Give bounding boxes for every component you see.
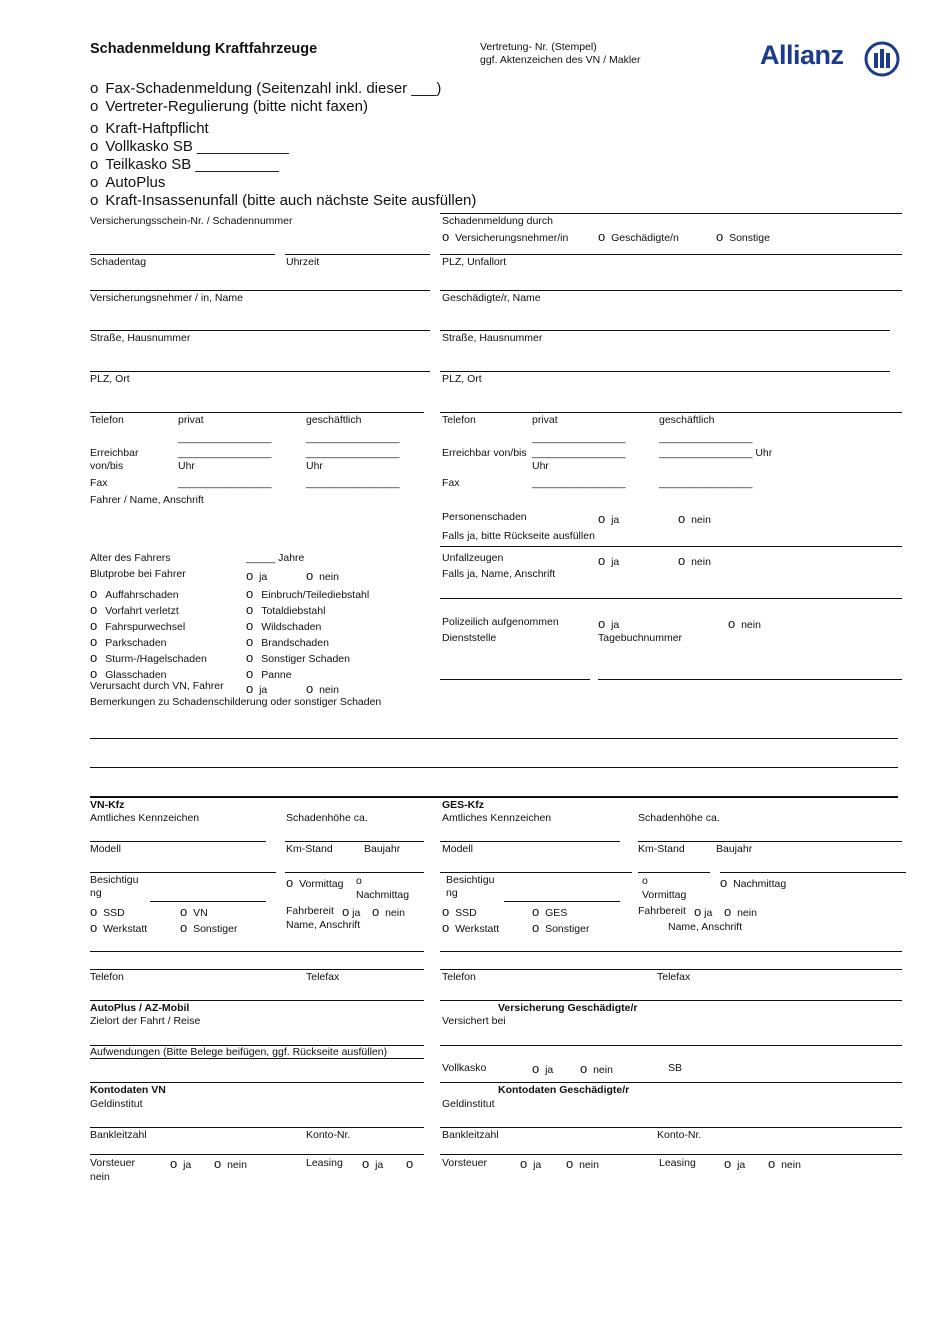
ges-morning-bullet[interactable]: o [642, 875, 648, 887]
damage-date-label: Schadentag [90, 256, 147, 268]
ges-inspection-label-2: ng [446, 887, 458, 899]
damage-type-option[interactable] [246, 618, 321, 633]
witnesses-names-label: Falls ja, Name, Anschrift [442, 568, 556, 580]
damage-type-option[interactable] [246, 586, 369, 601]
claim-type-label: Teilkasko SB __________ [105, 156, 279, 173]
checkbox-bullet[interactable]: o [90, 80, 99, 97]
vn-inspection-label-1: Besichtigu [90, 874, 139, 886]
witnesses-label: Unfallzeugen [442, 552, 504, 564]
checkbox-bullet[interactable]: o [90, 138, 99, 155]
ges-account-label: Konto-Nr. [657, 1129, 702, 1141]
witnesses-yes[interactable]: o ja [598, 553, 620, 568]
claim-type-option[interactable] [90, 192, 476, 209]
damage-type-option[interactable] [90, 586, 179, 601]
vn-phone-business-field[interactable]: ________________ [306, 432, 400, 444]
vn-fax-label: Fax [90, 477, 108, 489]
ges-reachable-private-field[interactable]: ________________ [532, 447, 626, 459]
injured-party-name-label: Geschädigte/r, Name [442, 292, 541, 304]
damage-type-label: Auffahrschaden [105, 589, 179, 601]
ges-zip-city-label: PLZ, Ort [442, 373, 482, 385]
damage-type-label: Sturm-/Hagelschaden [105, 653, 207, 665]
vn-ssd-option[interactable]: o SSD [90, 904, 125, 919]
ges-phone-label: Telefon [442, 414, 476, 426]
damage-type-label: Sonstiger Schaden [261, 653, 350, 665]
ges-leasing-yes[interactable]: o ja [724, 1156, 746, 1171]
vn-vehicle-title: VN-Kfz [90, 799, 125, 811]
claim-type-label: Vertreter-Regulierung (bitte nicht faxen) [105, 98, 368, 115]
ges-workshop-option[interactable]: o Werkstatt [442, 920, 500, 935]
police-label: Polizeilich aufgenommen [442, 616, 559, 628]
damage-type-option[interactable] [246, 634, 329, 649]
vn-inspection-label-2: ng [90, 887, 102, 899]
checkbox-bullet[interactable]: o [90, 634, 98, 649]
claim-type-option[interactable] [90, 138, 289, 155]
policyholder-name-label: Versicherungsnehmer / in, Name [90, 292, 243, 304]
checkbox-bullet[interactable]: o [90, 666, 98, 681]
vn-vat-label: Vorsteuer [90, 1157, 135, 1169]
ges-reachable-label: Erreichbar von/bis [442, 447, 527, 459]
damage-type-option[interactable] [90, 634, 167, 649]
vn-leasing-no-label: nein [90, 1171, 110, 1183]
damage-type-label: Einbruch/Teilediebstahl [261, 589, 370, 601]
agency-label-1: Vertretung- Nr. (Stempel) [480, 41, 597, 53]
police-station-label: Dienststelle [442, 632, 497, 644]
damage-type-label: Wildschaden [261, 621, 322, 633]
vn-vat-yes[interactable]: o ja [170, 1156, 192, 1171]
ges-vehicle-title: GES-Kfz [442, 799, 484, 811]
vn-year-label: Baujahr [364, 843, 401, 855]
comprehensive-no[interactable]: o nein [580, 1061, 613, 1076]
report-by-label: Schadenmeldung durch [442, 215, 553, 227]
vn-phone-label: Telefon [90, 414, 124, 426]
accident-location-label: PLZ, Unfallort [442, 256, 507, 268]
claim-type-label: Kraft-Haftpflicht [105, 120, 209, 137]
checkbox-bullet[interactable]: o [90, 602, 98, 617]
damage-type-label: Vorfahrt verletzt [105, 605, 179, 617]
ges-vehicle-phone-label: Telefon [442, 971, 476, 983]
vn-vat-no[interactable]: o nein [214, 1156, 247, 1171]
vn-leasing-no-bullet[interactable]: o [406, 1156, 414, 1171]
vn-phone-private-field[interactable]: ________________ [178, 432, 272, 444]
ges-phone-business-field[interactable]: ________________ [659, 432, 753, 444]
insured-with-label: Versichert bei [442, 1015, 506, 1027]
ges-bank-title: Kontodaten Geschädigte/r [498, 1084, 630, 1096]
checkbox-bullet[interactable]: o [90, 174, 99, 191]
checkbox-bullet[interactable]: o [246, 586, 254, 601]
police-journal-label: Tagebuchnummer [598, 632, 683, 644]
vn-plate-label: Amtliches Kennzeichen [90, 812, 200, 824]
ges-uhr-label: Uhr [532, 460, 549, 472]
ges-street-label: Straße, Hausnummer [442, 332, 543, 344]
witnesses-no[interactable]: o nein [678, 553, 711, 568]
vn-fax-private-field[interactable]: ________________ [178, 477, 272, 489]
damage-type-option[interactable] [90, 666, 167, 681]
ges-leasing-no[interactable]: o nein [768, 1156, 801, 1171]
vn-vn-option[interactable]: o VN [180, 904, 208, 919]
police-no[interactable]: o nein [728, 616, 761, 631]
claim-type-label: Kraft-Insassenunfall (bitte auch nächste Seite ausfüllen) [105, 192, 477, 209]
ges-morning-label: Vormittag [642, 889, 687, 901]
vn-name-address-label: Name, Anschrift [286, 919, 361, 931]
ges-bank-code-label: Bankleitzahl [442, 1129, 499, 1141]
vn-account-label: Konto-Nr. [306, 1129, 351, 1141]
claim-type-option[interactable] [90, 120, 209, 137]
vn-reachable-business-field[interactable]: ________________ [306, 447, 400, 459]
vn-other-option[interactable]: o Sonstiger [180, 920, 238, 935]
ges-inspection-label-1: Besichtigu [446, 874, 495, 886]
policy-number-label: Versicherungsschein-Nr. / Schadennummer [90, 215, 293, 227]
ges-damage-amount-label: Schadenhöhe ca. [638, 812, 720, 824]
damage-type-label: Panne [261, 669, 292, 681]
damage-type-label: Parkschaden [105, 637, 167, 649]
checkbox-bullet[interactable]: o [90, 618, 98, 633]
ges-leasing-label: Leasing [659, 1157, 696, 1169]
ges-ssd-option[interactable]: o SSD [442, 904, 477, 919]
ges-other-option[interactable]: o Sonstiger [532, 920, 590, 935]
vn-uhr-label-2: Uhr [306, 460, 323, 472]
vn-reachable-label: Erreichbar [90, 447, 139, 459]
time-label: Uhrzeit [286, 256, 320, 268]
comprehensive-yes[interactable]: o ja [532, 1061, 554, 1076]
vn-phone-business-label: geschäftlich [306, 414, 362, 426]
damage-type-option[interactable] [90, 650, 207, 665]
checkbox-bullet[interactable]: o [90, 156, 99, 173]
vn-mileage-label: Km-Stand [286, 843, 333, 855]
checkbox-bullet[interactable]: o [90, 192, 99, 209]
claim-type-option[interactable] [90, 174, 165, 191]
destination-label: Zielort der Fahrt / Reise [90, 1015, 201, 1027]
vn-roadworthy-label: Fahrbereit [286, 905, 334, 917]
vn-roadworthy-no[interactable]: o nein [372, 904, 405, 919]
deductible-label: SB [668, 1062, 683, 1074]
damage-type-label: Brandschaden [261, 637, 329, 649]
ges-phone-private-field[interactable]: ________________ [532, 432, 626, 444]
report-by-ges-option[interactable]: o Geschädigte/n [598, 229, 679, 244]
vn-bank-code-label: Bankleitzahl [90, 1129, 147, 1141]
vn-reachable-private-field[interactable]: ________________ [178, 447, 272, 459]
driver-age-label: Alter des Fahrers [90, 552, 171, 564]
checkbox-bullet[interactable]: o [90, 120, 99, 137]
ges-fax-label: Fax [442, 477, 460, 489]
driver-label: Fahrer / Name, Anschrift [90, 494, 204, 506]
personal-injury-label: Personenschaden [442, 511, 527, 523]
ges-mileage-label: Km-Stand [638, 843, 685, 855]
allianz-eagle-icon [864, 41, 900, 77]
remarks-label: Bemerkungen zu Schadenschilderung oder sonstiger Schaden [90, 696, 382, 708]
ges-reachable-business-field[interactable]: ________________ Uhr [659, 447, 773, 459]
ges-year-label: Baujahr [716, 843, 753, 855]
ges-bank-name-label: Geldinstitut [442, 1098, 495, 1110]
injured-insurance-title: Versicherung Geschädigte/r [498, 1002, 638, 1014]
personal-injury-yes[interactable]: o ja [598, 511, 620, 526]
vn-leasing-yes[interactable]: o ja [362, 1156, 384, 1171]
caused-by-yes[interactable]: o ja [246, 681, 268, 696]
vn-phone-private-label: privat [178, 414, 204, 426]
blood-test-label: Blutprobe bei Fahrer [90, 568, 186, 580]
claim-type-label: Fax-Schadenmeldung (Seitenzahl inkl. dieser ___) [105, 80, 442, 97]
vn-afternoon-label: Nachmittag [356, 889, 410, 901]
comprehensive-label: Vollkasko [442, 1062, 487, 1074]
ges-fax-business-field[interactable]: ________________ [659, 477, 753, 489]
blood-test-yes[interactable]: o ja [246, 568, 268, 583]
vn-damage-amount-label: Schadenhöhe ca. [286, 812, 368, 824]
agency-label-2: ggf. Aktenzeichen des VN / Makler [480, 54, 641, 66]
damage-type-label: Fahrspurwechsel [105, 621, 186, 633]
police-yes[interactable]: o ja [598, 616, 620, 631]
checkbox-bullet[interactable]: o [90, 650, 98, 665]
ges-model-label: Modell [442, 843, 473, 855]
checkbox-bullet[interactable]: o [90, 98, 99, 115]
report-by-other-option[interactable]: o Sonstige [716, 229, 770, 244]
damage-type-option[interactable] [246, 602, 325, 617]
checkbox-bullet[interactable]: o [246, 634, 254, 649]
ges-plate-label: Amtliches Kennzeichen [442, 812, 552, 824]
vn-vehicle-fax-label: Telefax [306, 971, 340, 983]
personal-injury-no[interactable]: o nein [678, 511, 711, 526]
checkbox-bullet[interactable]: o [246, 618, 254, 633]
vn-leasing-label: Leasing [306, 1157, 343, 1169]
driver-age-field[interactable]: _____ Jahre [246, 552, 305, 564]
damage-type-option[interactable] [90, 602, 179, 617]
damage-type-option[interactable] [246, 650, 350, 665]
vn-morning-option[interactable]: o Vormittag [286, 875, 344, 890]
ges-afternoon-option[interactable]: o Nachmittag [720, 875, 787, 890]
ges-vat-label: Vorsteuer [442, 1157, 487, 1169]
checkbox-bullet[interactable]: o [246, 666, 254, 681]
damage-type-label: Totaldiebstahl [261, 605, 326, 617]
ges-roadworthy-no[interactable]: o nein [724, 904, 757, 919]
blood-test-no[interactable]: o nein [306, 568, 339, 583]
vn-uhr-label-1: Uhr [178, 460, 195, 472]
checkbox-bullet[interactable]: o [246, 650, 254, 665]
claim-type-option[interactable] [90, 156, 279, 173]
allianz-logo-text: Allianz [760, 40, 844, 70]
ges-fax-private-field[interactable]: ________________ [532, 477, 626, 489]
damage-type-option[interactable] [246, 666, 292, 681]
ges-phone-business-label: geschäftlich [659, 414, 715, 426]
ges-vat-no[interactable]: o nein [566, 1156, 599, 1171]
report-by-vn-option[interactable]: o Versicherungsnehmer/in [442, 229, 569, 244]
ges-ges-option[interactable]: o GES [532, 904, 568, 919]
ges-phone-private-label: privat [532, 414, 558, 426]
vn-afternoon-bullet[interactable]: o [356, 875, 362, 887]
caused-by-label: Verursacht durch VN, Fahrer [90, 680, 224, 692]
caused-by-no[interactable]: o nein [306, 681, 339, 696]
vn-roadworthy-yes[interactable]: o ja [342, 904, 361, 919]
personal-injury-note: Falls ja, bitte Rückseite ausfüllen [442, 530, 595, 542]
vn-street-label: Straße, Hausnummer [90, 332, 191, 344]
damage-type-label: Glasschaden [105, 669, 167, 681]
ges-vehicle-fax-label: Telefax [657, 971, 691, 983]
vn-workshop-option[interactable]: o Werkstatt [90, 920, 148, 935]
claim-type-option[interactable] [90, 80, 441, 97]
claim-type-label: AutoPlus [105, 174, 166, 191]
vn-zip-city-label: PLZ, Ort [90, 373, 130, 385]
vn-vehicle-phone-label: Telefon [90, 971, 124, 983]
vn-bank-name-label: Geldinstitut [90, 1098, 143, 1110]
claim-type-label: Vollkasko SB ___________ [105, 138, 289, 155]
claim-type-option[interactable] [90, 98, 368, 115]
form-title: Schadenmeldung Kraftfahrzeuge [90, 41, 318, 57]
expenses-label: Aufwendungen (Bitte Belege beifügen, ggf. Rückseite ausfüllen) [90, 1046, 388, 1058]
vn-bank-title: Kontodaten VN [90, 1084, 166, 1096]
ges-vat-yes[interactable]: o ja [520, 1156, 542, 1171]
vn-fax-business-field[interactable]: ________________ [306, 477, 400, 489]
checkbox-bullet[interactable]: o [90, 586, 98, 601]
checkbox-bullet[interactable]: o [246, 602, 254, 617]
autoplus-title: AutoPlus / AZ-Mobil [90, 1002, 190, 1014]
ges-roadworthy-yes[interactable]: o ja [694, 904, 713, 919]
ges-name-address-label: Name, Anschrift [668, 921, 743, 933]
ges-roadworthy-label: Fahrbereit [638, 905, 686, 917]
damage-type-option[interactable] [90, 618, 185, 633]
vn-model-label: Modell [90, 843, 121, 855]
vn-fromto-label: von/bis [90, 460, 124, 472]
